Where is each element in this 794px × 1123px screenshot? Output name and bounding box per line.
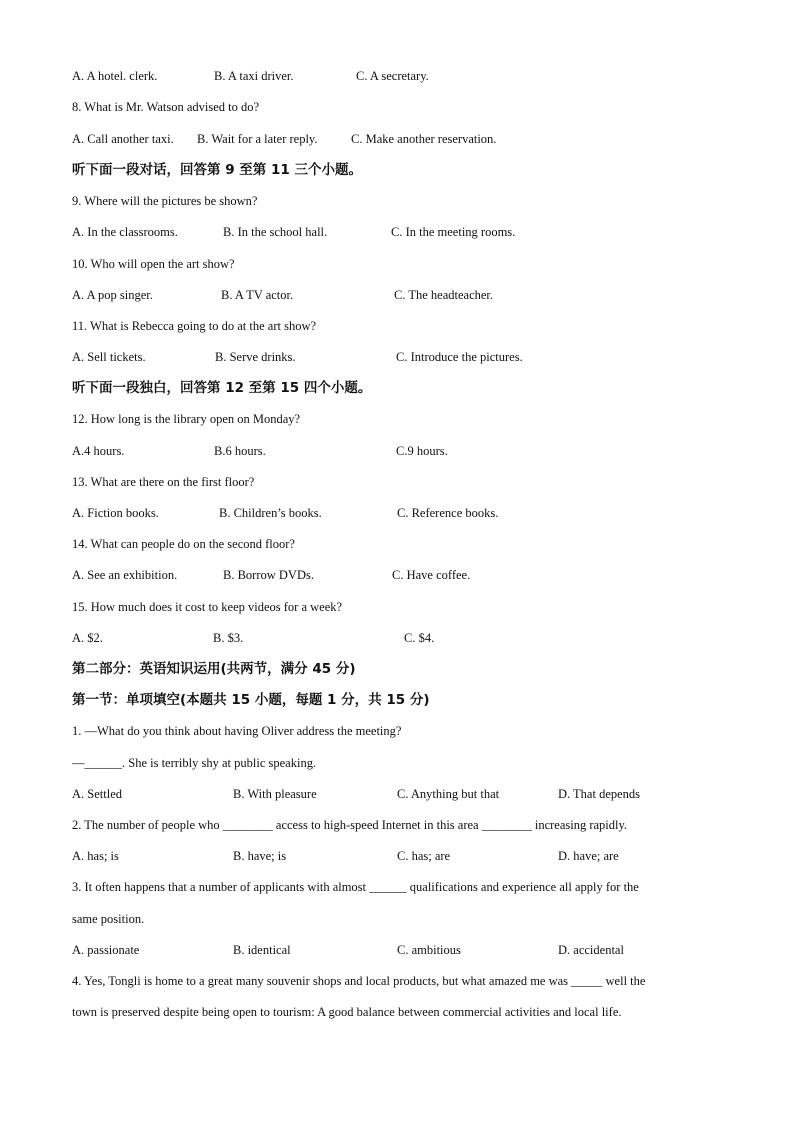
q9-option-a: A. In the classrooms. bbox=[72, 225, 178, 239]
p1-option-c: C. Anything but that bbox=[397, 787, 500, 801]
q7-option-b: B. A taxi driver. bbox=[214, 69, 294, 83]
q15-option-c: C. $4. bbox=[404, 631, 435, 645]
q15-question: 15. How much does it cost to keep videos for a week? bbox=[72, 600, 343, 614]
p3-question-line2: same position. bbox=[72, 912, 145, 926]
p1-reply: —______. She is terribly shy at public speaking. bbox=[72, 756, 317, 770]
q13-option-c: C. Reference books. bbox=[397, 506, 499, 520]
p1-question: 1. —What do you think about having Oliver address the meeting? bbox=[72, 724, 402, 738]
q14-option-c: C. Have coffee. bbox=[392, 568, 471, 582]
q11-option-a: A. Sell tickets. bbox=[72, 350, 146, 364]
section-heading-9-11: 听下面一段对话，回答第 9 至第 11 三个小题。 bbox=[72, 162, 362, 178]
q9-question: 9. Where will the pictures be shown? bbox=[72, 194, 258, 208]
p2-option-c: C. has; are bbox=[397, 849, 451, 863]
section-heading-12-15: 听下面一段独白，回答第 12 至第 15 四个小题。 bbox=[72, 380, 372, 396]
q12-option-a: A.4 hours. bbox=[72, 444, 125, 458]
q12-option-b: B.6 hours. bbox=[214, 444, 266, 458]
q15-option-a: A. $2. bbox=[72, 631, 103, 645]
q15-option-b: B. $3. bbox=[213, 631, 244, 645]
q14-question: 14. What can people do on the second floor? bbox=[72, 537, 295, 551]
q8-question: 8. What is Mr. Watson advised to do? bbox=[72, 100, 260, 114]
q13-question: 13. What are there on the first floor? bbox=[72, 475, 255, 489]
q9-option-c: C. In the meeting rooms. bbox=[391, 225, 516, 239]
q7-option-a: A. A hotel. clerk. bbox=[72, 69, 158, 83]
q11-option-b: B. Serve drinks. bbox=[215, 350, 296, 364]
p2-option-a: A. has; is bbox=[72, 849, 119, 863]
p3-option-a: A. passionate bbox=[72, 943, 140, 957]
p3-option-d: D. accidental bbox=[558, 943, 624, 957]
q12-question: 12. How long is the library open on Monday? bbox=[72, 412, 301, 426]
q8-option-c: C. Make another reservation. bbox=[351, 132, 497, 146]
q9-option-b: B. In the school hall. bbox=[223, 225, 328, 239]
p4-question-line1: 4. Yes, Tongli is home to a great many souvenir shops and local products, but what amazed me was _____ well the bbox=[72, 974, 646, 988]
p2-question: 2. The number of people who ________ access to high-speed Internet in this area ________ increasing rapidly. bbox=[72, 818, 628, 832]
p1-option-b: B. With pleasure bbox=[233, 787, 317, 801]
q10-option-c: C. The headteacher. bbox=[394, 288, 494, 302]
q13-option-a: A. Fiction books. bbox=[72, 506, 159, 520]
section1-heading: 第一节：单项填空(本题共 15 小题，每题 1 分，共 15 分) bbox=[72, 692, 430, 708]
q8-option-a: A. Call another taxi. bbox=[72, 132, 174, 146]
part2-heading: 第二部分：英语知识运用(共两节，满分 45 分) bbox=[72, 661, 356, 677]
p3-option-b: B. identical bbox=[233, 943, 291, 957]
q10-option-a: A. A pop singer. bbox=[72, 288, 153, 302]
p2-option-b: B. have; is bbox=[233, 849, 287, 863]
p3-question-line1: 3. It often happens that a number of applicants with almost ______ qualifications and experience all apply for the bbox=[72, 880, 639, 894]
p4-question-line2: town is preserved despite being open to tourism: A good balance between commercial activities and local life. bbox=[72, 1005, 622, 1019]
q13-option-b: B. Children’s books. bbox=[219, 506, 322, 520]
p2-option-d: D. have; are bbox=[558, 849, 619, 863]
p3-option-c: C. ambitious bbox=[397, 943, 461, 957]
q11-option-c: C. Introduce the pictures. bbox=[396, 350, 523, 364]
q10-option-b: B. A TV actor. bbox=[221, 288, 294, 302]
p1-option-d: D. That depends bbox=[558, 787, 641, 801]
p1-option-a: A. Settled bbox=[72, 787, 122, 801]
q10-question: 10. Who will open the art show? bbox=[72, 257, 235, 271]
q8-option-b: B. Wait for a later reply. bbox=[197, 132, 318, 146]
q14-option-b: B. Borrow DVDs. bbox=[223, 568, 314, 582]
q14-option-a: A. See an exhibition. bbox=[72, 568, 178, 582]
q7-option-c: C. A secretary. bbox=[356, 69, 429, 83]
q12-option-c: C.9 hours. bbox=[396, 444, 448, 458]
q11-question: 11. What is Rebecca going to do at the art show? bbox=[72, 319, 317, 333]
